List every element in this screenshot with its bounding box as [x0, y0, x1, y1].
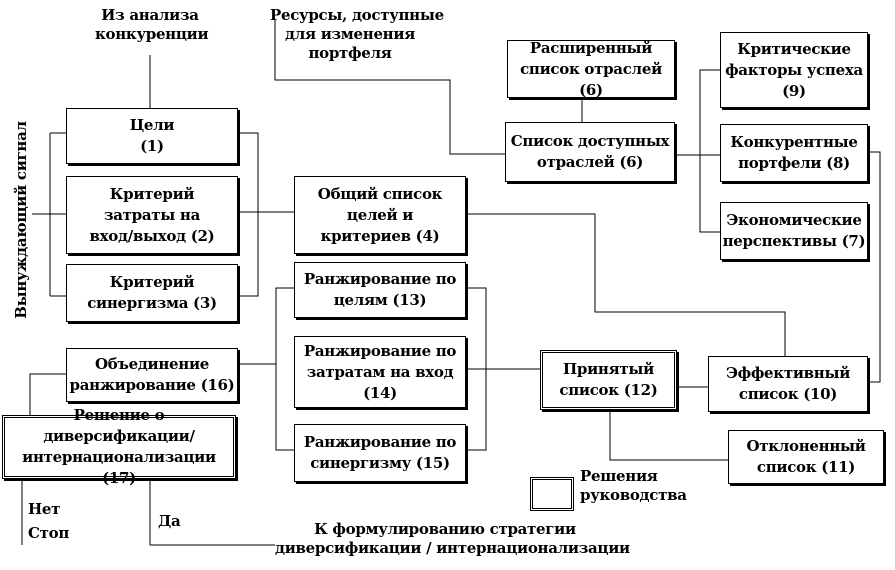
box-cost-criterion: Критерий затраты на вход/выход (2)	[66, 176, 238, 254]
legend-decision-label: Решения руководства	[580, 467, 687, 504]
box-rank-goals: Ранжирование по целям (13)	[294, 262, 466, 318]
connector-factors-bracket	[700, 70, 720, 232]
box-rank-costs: Ранжирование по затратам на вход (14)	[294, 336, 466, 408]
box-extended-list: Расширенный список отраслей (6)	[507, 40, 675, 98]
box-rank-synergy: Ранжирование по синергизму (15)	[294, 424, 466, 482]
connector-accepted-rejected	[610, 410, 728, 460]
box-success-factors: Критические факторы успеха (9)	[720, 32, 868, 108]
box-general-list: Общий список целей и критериев (4)	[294, 176, 466, 254]
box-decision: Решение о диверсификации/ интернационализации (17)	[2, 415, 236, 479]
box-rejected-list: Отклоненный список (11)	[728, 430, 884, 484]
box-combined-ranking: Объединение ранжирование (16)	[66, 348, 238, 402]
box-accepted-list: Принятый список (12)	[540, 350, 677, 410]
label-stop: Стоп	[28, 524, 70, 542]
connector-criteria-right-bracket	[238, 133, 258, 296]
label-competition-analysis: Из анализа конкуренции	[95, 6, 209, 43]
box-economic-prospects: Экономические перспективы (7)	[720, 202, 868, 260]
label-no: Нет	[28, 500, 61, 518]
box-competitive-portfolios: Конкурентные портфели (8)	[720, 124, 868, 182]
box-effective-list: Эффективный список (10)	[708, 356, 868, 412]
legend-decision-symbol	[530, 477, 574, 511]
box-synergy-criterion: Критерий синергизма (3)	[66, 264, 238, 322]
label-resources: Ресурсы, доступные для изменения портфеля	[270, 6, 444, 62]
connector-ranking-left-bracket	[276, 288, 294, 450]
connector-factors-effective	[868, 152, 880, 382]
label-yes: Да	[158, 512, 181, 530]
label-forcing-signal: Вынуждающий сигнал	[12, 121, 30, 319]
label-to-strategy: К формулированию стратегии диверсификации / интернационализации	[275, 520, 630, 557]
box-available-list: Список доступных отраслей (6)	[505, 122, 675, 182]
box-goals: Цели (1)	[66, 108, 238, 164]
